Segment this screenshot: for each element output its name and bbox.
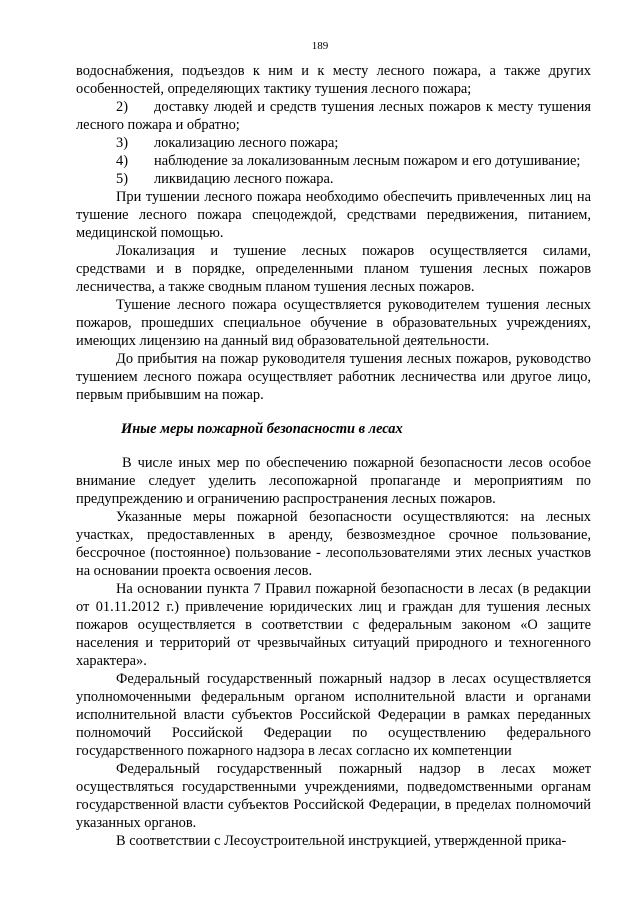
page-number: 189 bbox=[311, 40, 329, 52]
paragraph: Тушение лесного пожара осуществляется руководителем тушения лесных пожаров, прошедших специальное обучение в образовательных учреждениях, имеющих лицензию на данный вид образовательной деятельности. bbox=[76, 297, 591, 349]
list-item-text: ликвидацию лесного пожара. bbox=[154, 171, 334, 187]
paragraph: В соответствии с Лесоустроительной инструкцией, утвержденной прика- bbox=[116, 833, 567, 849]
paragraph: На основании пункта 7 Правил пожарной безопасности в лесах (в редакции от 01.11.2012 г.) привлечение юридических лиц и граждан для тушения лесных пожаров осуществляется в соответствии с федеральным законом «О защите населения и территорий от чрезвычайных ситуаций природного и техногенного характера». bbox=[76, 581, 591, 669]
paragraph: До прибытия на пожар руководителя тушения лесных пожаров, руководство тушением лесного пожара осуществляет работник лесничества или другое лицо, первым прибывшим на пожар. bbox=[76, 351, 591, 403]
list-item-number: 5) bbox=[116, 171, 128, 187]
list-item bbox=[76, 170, 591, 188]
list-item-text: наблюдение за локализованным лесным пожаром и его дотушивание; bbox=[154, 153, 581, 169]
measures-list bbox=[76, 98, 591, 188]
intro-paragraph: водоснабжения, подъездов к ним и к месту лесного пожара, а также других особенностей, определяющих тактику тушения лесного пожара; bbox=[76, 63, 591, 97]
list-item bbox=[76, 134, 591, 152]
list-item-number: 3) bbox=[116, 135, 128, 151]
list-item bbox=[76, 152, 591, 170]
list-item-text: локализацию лесного пожара; bbox=[154, 135, 339, 151]
paragraph: Федеральный государственный пожарный надзор в лесах может осуществляться государственными учреждениями, подведомственными органам государственной власти субъектов Российской Федерации, в пределах полномочий указанных органов. bbox=[76, 761, 591, 831]
document-body bbox=[76, 62, 591, 850]
list-item-number: 2) bbox=[116, 99, 128, 115]
paragraph: Указанные меры пожарной безопасности осуществляются: на лесных участках, предоставленных в аренду, безвозмездное срочное пользование, бессрочное (постоянное) пользование - лесопользователями этих лесных участков на основании проекта освоения лесов. bbox=[76, 509, 591, 579]
list-item-text: доставку людей и средств тушения лесных пожаров к месту тушения лесного пожара и обратно; bbox=[76, 99, 591, 133]
paragraph: Федеральный государственный пожарный надзор в лесах осуществляется уполномоченными федеральным органом исполнительной власти и органами исполнительной власти субъектов Российской Федерации в рамках переданных полномочий Российской Федерации по осуществлению федерального государственного пожарного надзора в лесах согласно их компетенции bbox=[76, 671, 591, 759]
section-heading: Иные меры пожарной безопасности в лесах bbox=[121, 421, 403, 437]
list-item bbox=[76, 98, 591, 134]
paragraph: Локализация и тушение лесных пожаров осуществляется силами, средствами и в порядке, определенными планом тушения лесных пожаров лесничества, а также сводным планом тушения лесных пожаров. bbox=[76, 243, 591, 295]
paragraph: При тушении лесного пожара необходимо обеспечить привлеченных лиц на тушение лесного пожара спецодеждой, средствами передвижения, питанием, медицинской помощью. bbox=[76, 189, 591, 241]
list-item-number: 4) bbox=[116, 153, 128, 169]
paragraph: В числе иных мер по обеспечению пожарной безопасности лесов особое внимание следует уделить лесопожарной пропаганде и мероприятиям по предупреждению и ограничению распространения лесных пожаров. bbox=[76, 455, 591, 507]
